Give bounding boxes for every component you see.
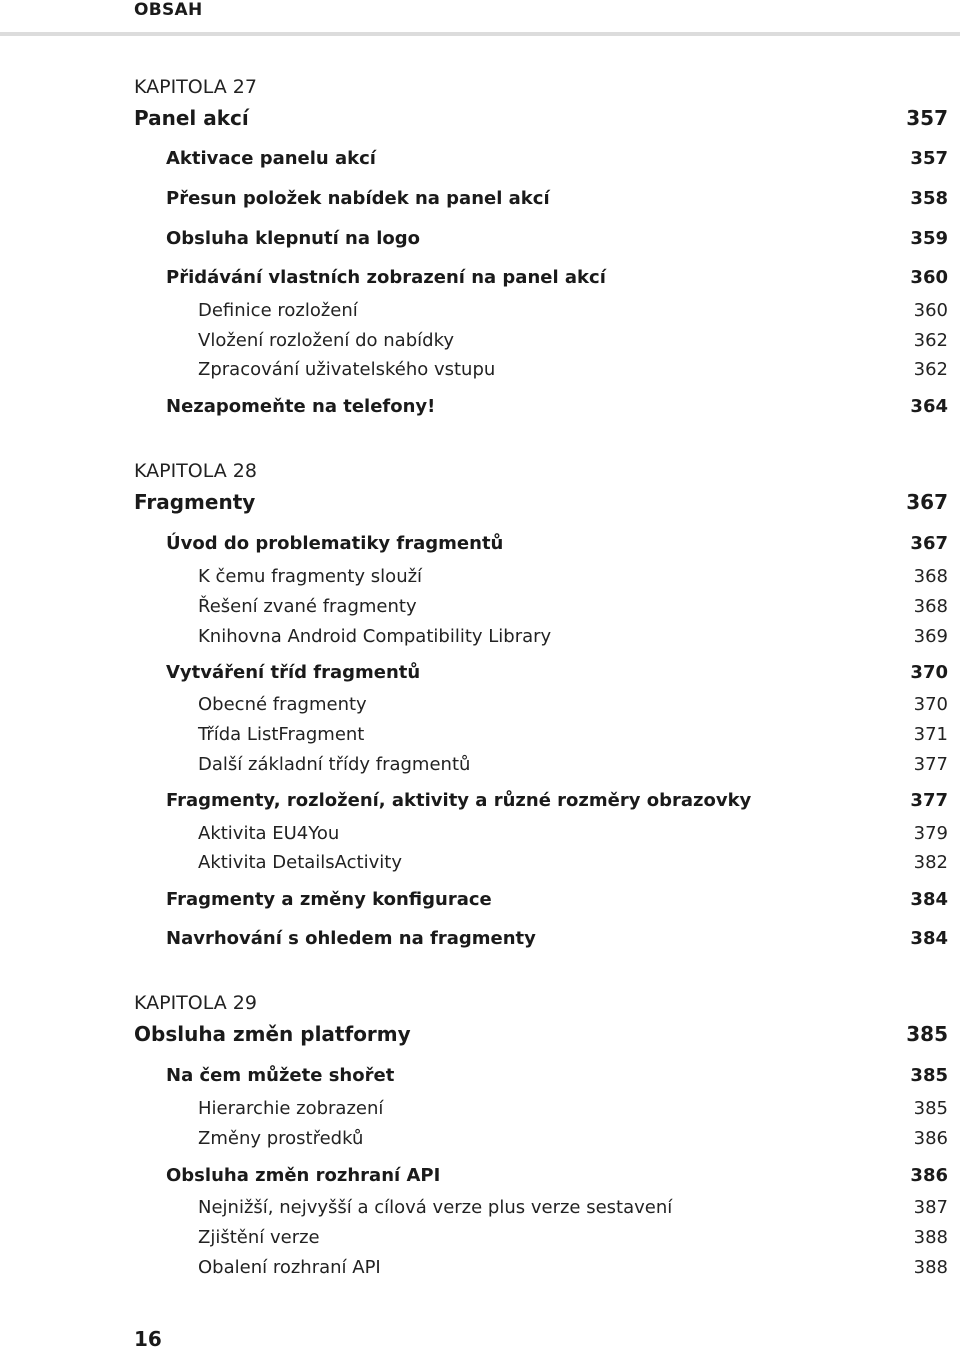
- toc-subsection-row: [198, 754, 948, 775]
- entry-page: 368: [913, 596, 948, 617]
- toc-section-row: [166, 533, 948, 554]
- toc-subsection-row: [198, 300, 948, 321]
- toc-subsection-row: [198, 724, 948, 745]
- entry-page: 385: [906, 1022, 948, 1046]
- entry-page: 359: [910, 228, 948, 249]
- toc-subsection-row: [198, 823, 948, 844]
- toc-subsection-row: [198, 694, 948, 715]
- entry-title: Fragmenty: [134, 490, 256, 514]
- toc-section-row: [166, 188, 948, 209]
- entry-title: Knihovna Android Compatibility Library: [198, 626, 552, 647]
- entry-page: 384: [910, 889, 948, 910]
- entry-page: 368: [913, 566, 948, 587]
- entry-page: 388: [913, 1227, 948, 1248]
- toc-section-row: [166, 790, 948, 811]
- entry-title: Zjištění verze: [198, 1227, 320, 1248]
- entry-page: 379: [913, 823, 948, 844]
- toc-subsection-row: [198, 1227, 948, 1248]
- entry-page: 367: [910, 533, 948, 554]
- entry-page: 387: [913, 1197, 948, 1218]
- entry-title: Nejnižší, nejvyšší a cílová verze plus verze sestavení: [198, 1197, 673, 1218]
- entry-title: Vytváření tříd fragmentů: [166, 662, 421, 683]
- entry-title: Změny prostředků: [198, 1128, 364, 1149]
- entry-title: Panel akcí: [134, 106, 249, 130]
- entry-page: 362: [913, 359, 948, 380]
- entry-title: Aktivita EU4You: [198, 823, 340, 844]
- entry-title: Vložení rozložení do nabídky: [198, 330, 454, 351]
- toc-subsection-row: [198, 852, 948, 873]
- entry-page: 369: [913, 626, 948, 647]
- entry-title: Obsluha změn platformy: [134, 1022, 411, 1046]
- entry-title: Fragmenty, rozložení, aktivity a různé rozměry obrazovky: [166, 790, 752, 811]
- toc-section-row: [166, 1065, 948, 1086]
- entry-title: K čemu fragmenty slouží: [198, 566, 423, 587]
- chapter-title-row: [134, 1022, 948, 1046]
- entry-title: Přidávání vlastních zobrazení na panel akcí: [166, 267, 606, 288]
- entry-title: Obsluha klepnutí na logo: [166, 228, 421, 249]
- chapter-title-row: [134, 106, 948, 130]
- chapter-label: KAPITOLA 29: [134, 992, 257, 1014]
- toc-subsection-row: [198, 566, 948, 587]
- header-divider: [0, 32, 960, 36]
- toc-subsection-row: [198, 359, 948, 380]
- toc-section-row: [166, 228, 948, 249]
- entry-page: 360: [910, 267, 948, 288]
- entry-title: Definice rozložení: [198, 300, 358, 321]
- entry-page: 362: [913, 330, 948, 351]
- entry-page: 358: [910, 188, 948, 209]
- chapter-label: KAPITOLA 27: [134, 76, 257, 98]
- toc-section-row: [166, 1165, 948, 1186]
- toc-section-row: [166, 267, 948, 288]
- entry-title: Nezapomeňte na telefony!: [166, 396, 436, 417]
- toc-section-row: [166, 928, 948, 949]
- entry-page: 357: [910, 148, 948, 169]
- entry-title: Zpracování uživatelského vstupu: [198, 359, 496, 380]
- toc-section-row: [166, 148, 948, 169]
- entry-title: Aktivace panelu akcí: [166, 148, 376, 169]
- entry-page: 357: [906, 106, 948, 130]
- toc-section-row: [166, 662, 948, 683]
- entry-page: 385: [910, 1065, 948, 1086]
- toc-section-row: [166, 396, 948, 417]
- running-header: OBSAH: [134, 0, 203, 20]
- entry-page: 377: [910, 790, 948, 811]
- entry-page: 386: [913, 1128, 948, 1149]
- entry-title: Třída ListFragment: [198, 724, 365, 745]
- toc-subsection-row: [198, 1197, 948, 1218]
- page-number: 16: [134, 1327, 162, 1351]
- entry-page: 360: [913, 300, 948, 321]
- chapter-label: KAPITOLA 28: [134, 460, 257, 482]
- entry-page: 377: [913, 754, 948, 775]
- entry-title: Hierarchie zobrazení: [198, 1098, 384, 1119]
- entry-title: Přesun položek nabídek na panel akcí: [166, 188, 550, 209]
- entry-title: Na čem můžete shořet: [166, 1065, 395, 1086]
- toc-subsection-row: [198, 1128, 948, 1149]
- toc-subsection-row: [198, 1098, 948, 1119]
- entry-page: 370: [913, 694, 948, 715]
- chapter-title-row: [134, 490, 948, 514]
- entry-page: 382: [913, 852, 948, 873]
- toc-subsection-row: [198, 1257, 948, 1278]
- entry-title: Úvod do problematiky fragmentů: [166, 533, 504, 554]
- toc-subsection-row: [198, 596, 948, 617]
- entry-page: 371: [913, 724, 948, 745]
- entry-page: 388: [913, 1257, 948, 1278]
- entry-title: Aktivita DetailsActivity: [198, 852, 402, 873]
- entry-page: 385: [913, 1098, 948, 1119]
- entry-title: Fragmenty a změny konfigurace: [166, 889, 492, 910]
- entry-title: Obsluha změn rozhraní API: [166, 1165, 441, 1186]
- toc-section-row: [166, 889, 948, 910]
- entry-page: 367: [906, 490, 948, 514]
- entry-title: Navrhování s ohledem na fragmenty: [166, 928, 536, 949]
- toc-subsection-row: [198, 330, 948, 351]
- toc-subsection-row: [198, 626, 948, 647]
- entry-title: Obalení rozhraní API: [198, 1257, 381, 1278]
- entry-page: 370: [910, 662, 948, 683]
- entry-title: Další základní třídy fragmentů: [198, 754, 471, 775]
- entry-title: Řešení zvané fragmenty: [198, 596, 417, 617]
- entry-page: 386: [910, 1165, 948, 1186]
- entry-page: 384: [910, 928, 948, 949]
- entry-title: Obecné fragmenty: [198, 694, 367, 715]
- entry-page: 364: [910, 396, 948, 417]
